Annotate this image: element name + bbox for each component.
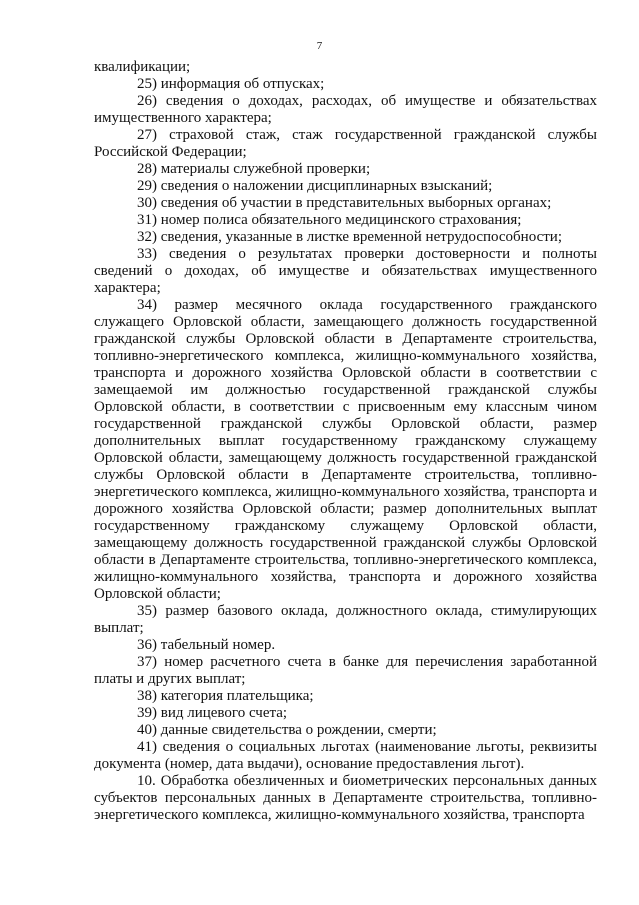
list-item-32: 32) сведения, указанные в листке временной нетрудоспособности; xyxy=(137,229,562,245)
list-item-40: 40) данные свидетельства о рождении, смерти; xyxy=(137,722,437,738)
list-item-39: 39) вид лицевого счета; xyxy=(137,705,288,721)
list-item-34: 34) размер месячного оклада государственного гражданского служащего Орловской области, замещающего должность государственной гражданской службы Орловской области в Департаменте строительства, топливно-энергетического комплекса, жилищно-коммунального хозяйства, транспорта и дорожного хозяйства Орловской области в соответствии с замещаемой им должностью государственной гражданской службы Орловской области, в соответствии с присвоенным ему классным чином государственной гражданской службы Орловской области, размер дополнительных выплат государственному гражданскому служащему Орловской области, замещающему должность государственной гражданской службы Орловской области в Департаменте строительства, топливно-энергетического комплекса, жилищно-коммунального хозяйства, транспорта и дорожного хозяйства Орловской области; размер дополнительных выплат государственному гражданскому служащему Орловской области, замещающему должность государственной гражданской службы Орловской области в Департаменте строительства, топливно-энергетического комплекса, жилищно-коммунального хозяйства, транспорта и дорожного хозяйства Орловской области; xyxy=(94,297,597,602)
list-item-41: 41) сведения о социальных льготах (наименование льготы, реквизиты документа (номер, дата выдачи), основание предоставления льгот). xyxy=(94,739,597,772)
list-item-28: 28) материалы служебной проверки; xyxy=(137,161,371,177)
list-item-26: 26) сведения о доходах, расходах, об имуществе и обязательствах имущественного характера; xyxy=(94,93,597,126)
list-item-25: 25) информация об отпусках; xyxy=(137,76,325,92)
list-item-33: 33) сведения о результатах проверки достоверности и полноты сведений о доходах, об имуществе и обязательствах имущественного характера; xyxy=(94,246,597,296)
list-item-27: 27) страховой стаж, стаж государственной гражданской службы Российской Федерации; xyxy=(94,127,597,160)
page-number: 7 xyxy=(316,40,323,52)
paragraph-continuation: квалификации; xyxy=(94,59,191,75)
section-10-paragraph: 10. Обработка обезличенных и биометрических персональных данных субъектов персональных данных в Департаменте строительства, топливно-энергетического комплекса, жилищно-коммунального хозяйства, транспорта xyxy=(94,773,597,823)
list-item-31: 31) номер полиса обязательного медицинского страхования; xyxy=(137,212,522,228)
list-item-38: 38) категория плательщика; xyxy=(137,688,314,704)
list-item-29: 29) сведения о наложении дисциплинарных взысканий; xyxy=(137,178,493,194)
list-item-35: 35) размер базового оклада, должностного оклада, стимулирующих выплат; xyxy=(94,603,597,636)
list-item-30: 30) сведения об участии в представительных выборных органах; xyxy=(137,195,552,211)
list-item-37: 37) номер расчетного счета в банке для перечисления заработанной платы и других выплат; xyxy=(94,654,597,687)
list-item-36: 36) табельный номер. xyxy=(137,637,276,653)
document-body xyxy=(94,59,597,824)
